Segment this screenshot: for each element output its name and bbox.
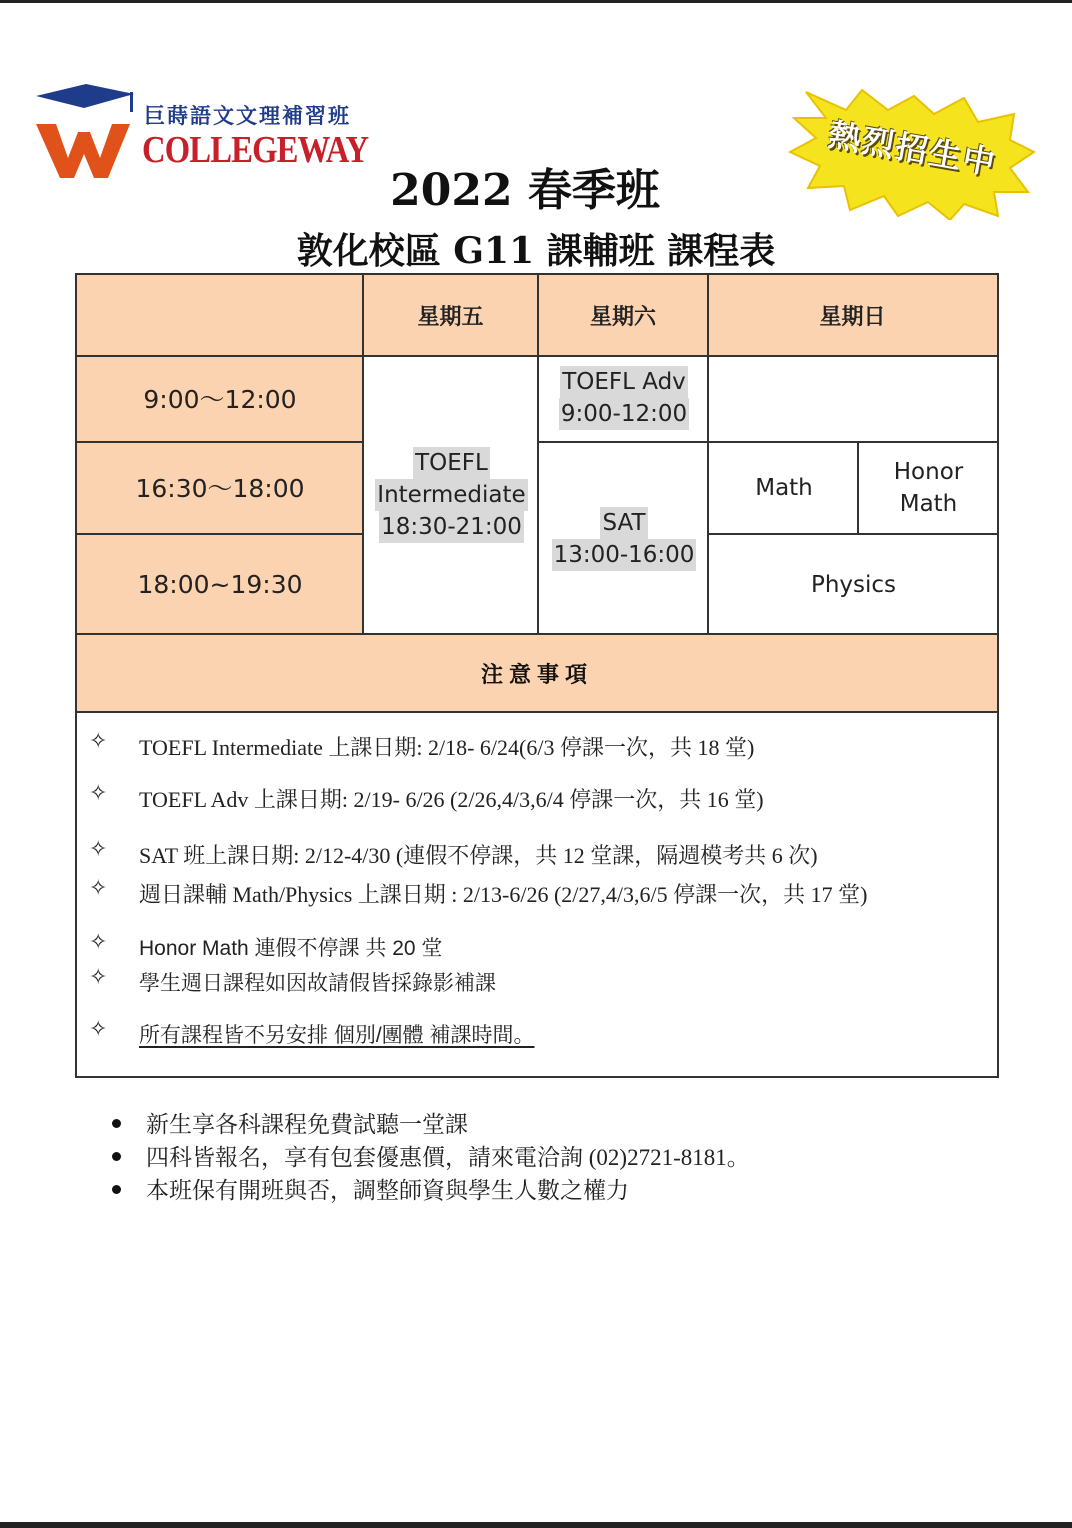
page-subtitle: 敦化校區 G11 課輔班 課程表 — [296, 230, 776, 272]
note-text: TOEFL Adv 上課日期: 2/19- 6/26 (2/26,4/3,6/4 停課一次，共 16 堂) — [139, 787, 764, 812]
grid-line — [707, 275, 709, 635]
bullet-text: 本班保有開班與否，調整師資與學生人數之權力 — [146, 1178, 629, 1203]
note-item — [77, 1017, 997, 1051]
friday-course-level: Intermediate — [375, 479, 527, 511]
saturday-am-course: TOEFL Adv — [560, 366, 688, 398]
friday-course-time: 18:30-21:00 — [379, 511, 524, 543]
star-outline-icon: ✧ — [89, 729, 108, 754]
bullet-item — [108, 1172, 988, 1204]
note-text: 學生週日課程如因故請假皆採錄影補課 — [139, 972, 496, 995]
note-item — [77, 837, 997, 871]
star-outline-icon: ✧ — [89, 965, 108, 990]
sunday-math: Math — [755, 475, 813, 501]
enrollment-burst — [788, 88, 1036, 220]
bullet-item — [108, 1139, 988, 1171]
graduation-cap-w-icon — [34, 80, 144, 180]
grid-line — [77, 441, 363, 443]
friday-toefl-intermediate — [365, 355, 538, 635]
grid-line — [537, 275, 539, 635]
note-text: Honor Math 連假不停課 共 20 堂 — [139, 937, 443, 960]
bullet-dot-icon — [112, 1185, 121, 1194]
note-text: SAT 班上課日期: 2/12-4/30 (連假不停課，共 12 堂課，隔週模考共 6 次) — [139, 843, 818, 868]
star-outline-icon: ✧ — [89, 837, 108, 862]
star-outline-icon: ✧ — [89, 781, 108, 806]
bullet-text: 四科皆報名，享有包套優惠價，請來電洽詢 (02)2721-8181。 — [146, 1145, 750, 1170]
bullet-item — [108, 1106, 988, 1138]
grid-line — [857, 441, 859, 535]
note-item — [77, 930, 997, 964]
saturday-sat — [540, 443, 708, 635]
friday-course-name: TOEFL — [413, 447, 490, 479]
school-chinese-name: 巨蒔語文文理補習班 — [144, 103, 351, 128]
time-slot-afternoon: 16:30～18:00 — [135, 474, 305, 503]
bullet-dot-icon — [112, 1152, 121, 1161]
collegeway-logo — [34, 80, 379, 180]
grid-line — [77, 533, 363, 535]
note-item — [77, 965, 997, 999]
header-friday: 星期五 — [417, 304, 484, 330]
bullet-text: 新生享各科課程免費試聽一堂課 — [146, 1112, 468, 1137]
bottom-border — [0, 1522, 1072, 1528]
schedule-table — [75, 273, 999, 713]
honor-label: Honor — [893, 459, 964, 485]
star-outline-icon: ✧ — [89, 930, 108, 955]
note-item — [77, 876, 997, 910]
honor-subject: Math — [899, 491, 958, 517]
note-text: TOEFL Intermediate 上課日期: 2/18- 6/24(6/3 停課一次，共 18 堂) — [139, 735, 755, 760]
saturday-pm-time: 13:00-16:00 — [552, 539, 697, 571]
sunday-honor-math — [860, 443, 997, 533]
note-text: 週日課輔 Math/Physics 上課日期 : 2/13-6/26 (2/27,4/3,6/5 停課一次，共 17 堂) — [139, 882, 868, 907]
grid-line — [708, 533, 997, 535]
saturday-pm-course: SAT — [600, 507, 647, 539]
saturday-am-time: 9:00-12:00 — [559, 398, 689, 430]
star-outline-icon: ✧ — [89, 1017, 108, 1042]
grid-line — [538, 441, 997, 443]
saturday-toefl-adv — [540, 355, 708, 441]
sunday-physics: Physics — [810, 572, 897, 598]
note-text-underlined: 所有課程皆不另安排 個別/團體 補課時間。 — [139, 1024, 535, 1047]
time-slot-morning: 9:00～12:00 — [143, 385, 297, 414]
note-item — [77, 729, 997, 763]
star-outline-icon: ✧ — [89, 876, 108, 901]
burst-text: 熱烈招生中 — [825, 115, 1000, 183]
bullet-dot-icon — [112, 1119, 121, 1128]
page-title: 2022 春季班 — [390, 165, 660, 216]
school-english-name: COLLEGEWAY — [142, 129, 369, 171]
top-border — [0, 0, 1072, 3]
note-item — [77, 781, 997, 815]
notice-heading: 注意事項 — [480, 662, 593, 688]
grid-line — [362, 275, 364, 635]
header-sunday: 星期日 — [819, 304, 886, 330]
notes-box — [75, 711, 999, 1078]
time-slot-evening: 18:00~19:30 — [137, 569, 303, 599]
header-saturday: 星期六 — [589, 304, 656, 330]
